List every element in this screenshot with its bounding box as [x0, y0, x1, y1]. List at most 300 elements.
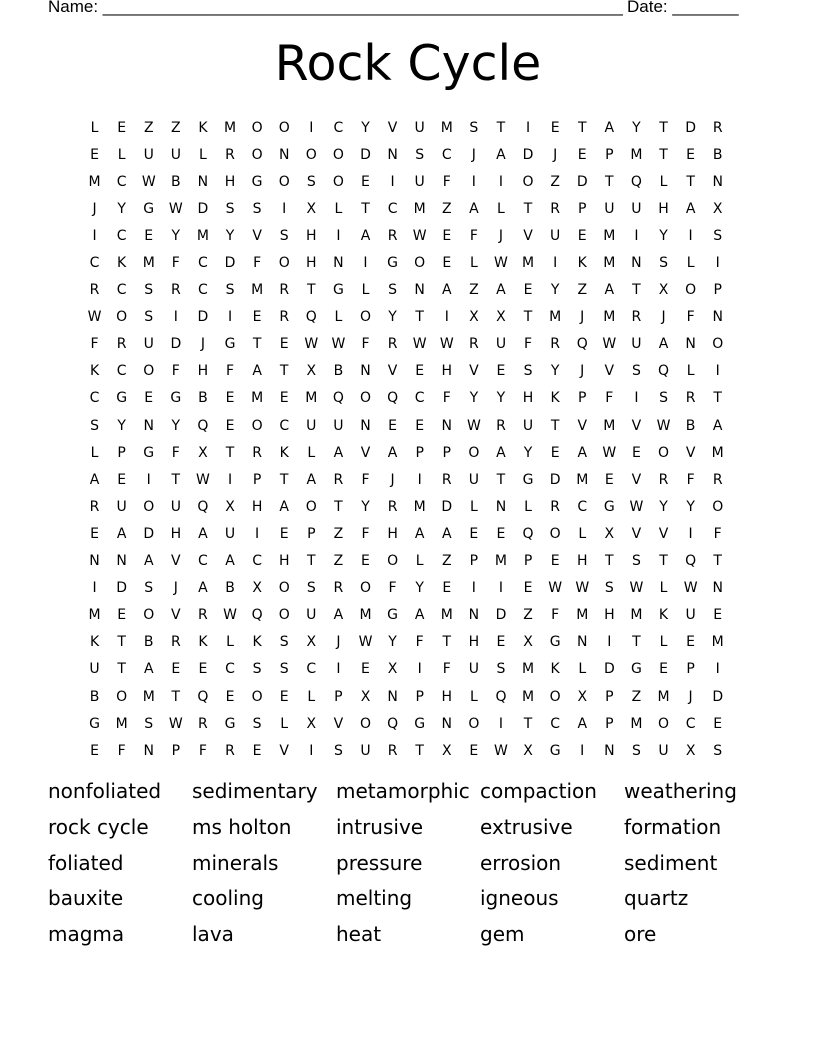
grid-letter: Y [117, 417, 126, 434]
grid-letter: S [306, 173, 316, 190]
grid-letter: O [305, 498, 317, 515]
grid-letter: E [469, 525, 479, 542]
grid-letter: F [686, 309, 695, 326]
grid-letter: X [712, 200, 723, 217]
grid-letter: I [336, 661, 341, 678]
grid-letter: T [442, 634, 452, 651]
grid-letter: I [444, 309, 449, 326]
grid-letter: S [631, 553, 641, 570]
grid-letter: S [252, 715, 262, 732]
grid-letter: U [333, 417, 344, 434]
grid-letter: T [361, 200, 370, 217]
grid-row [81, 195, 731, 222]
grid-letter: D [576, 173, 588, 190]
grid-letter: X [523, 634, 533, 651]
grid-letter: S [713, 742, 723, 759]
grid-letter: Z [333, 553, 344, 570]
grid-letter: O [332, 173, 344, 190]
grid-letter: S [631, 742, 641, 759]
grid-letter: W [168, 715, 183, 732]
grid-letter: I [525, 119, 531, 136]
grid-letter: U [604, 200, 615, 217]
grid-letter: T [632, 634, 641, 651]
grid-letter: C [441, 146, 452, 163]
grid-letter: N [712, 580, 723, 597]
grid-letter: T [496, 471, 506, 488]
grid-letter: P [252, 471, 262, 488]
grid-letter: D [712, 688, 724, 705]
grid-letter: L [415, 553, 424, 570]
grid-letter: I [309, 742, 314, 759]
grid-letter: E [496, 634, 506, 651]
grid-letter: C [550, 715, 561, 732]
grid-letter: V [631, 471, 642, 488]
grid-letter: I [471, 580, 476, 597]
grid-letter: W [466, 417, 481, 434]
grid-letter: A [414, 525, 425, 542]
grid-letter: U [306, 417, 317, 434]
grid-letter: G [387, 607, 398, 624]
grid-letter: F [442, 390, 451, 407]
grid-letter: Y [361, 498, 370, 515]
grid-letter: Y [415, 580, 424, 597]
grid-letter: F [171, 363, 180, 380]
word-list-item: intrusive [336, 814, 424, 839]
grid-letter: P [605, 688, 614, 705]
grid-letter: M [711, 444, 724, 461]
word-list-item: sedimentary [192, 779, 318, 803]
grid-letter: V [658, 525, 669, 542]
grid-letter: W [331, 336, 346, 353]
grid-letter: E [144, 227, 154, 244]
grid-letter: H [251, 498, 263, 515]
grid-letter: S [388, 282, 398, 299]
grid-letter: A [685, 200, 696, 217]
grid-letter: X [496, 309, 506, 326]
grid-letter: X [523, 742, 533, 759]
letter-grid [81, 114, 731, 764]
word-list-item: extrusive [480, 814, 573, 839]
grid-letter: B [333, 363, 344, 380]
grid-letter: G [414, 715, 426, 732]
grid-row [81, 114, 731, 141]
grid-letter: I [715, 661, 720, 678]
grid-letter: L [199, 146, 207, 163]
grid-letter: D [441, 498, 453, 515]
grid-letter: L [659, 580, 668, 597]
grid-letter: D [603, 661, 615, 678]
grid-letter: E [225, 688, 235, 705]
grid-letter: E [550, 553, 560, 570]
grid-letter: E [496, 525, 506, 542]
grid-letter: K [658, 607, 669, 624]
grid-letter: R [685, 390, 696, 407]
grid-letter: W [494, 742, 508, 759]
grid-letter: O [116, 309, 128, 326]
grid-letter: T [632, 282, 641, 299]
grid-letter: O [414, 255, 426, 272]
grid-letter: W [602, 444, 617, 461]
grid-letter: U [414, 119, 425, 136]
word-list-item: metamorphic [336, 779, 470, 803]
grid-letter: O [143, 363, 155, 380]
grid-letter: S [713, 227, 723, 244]
grid-letter: R [333, 580, 344, 597]
grid-letter: Z [577, 282, 588, 299]
grid-letter: T [117, 661, 126, 678]
grid-letter: O [251, 417, 263, 434]
grid-letter: R [225, 146, 235, 163]
grid-letter: C [225, 661, 235, 678]
grid-letter: Q [630, 173, 642, 190]
grid-letter: W [168, 200, 183, 217]
grid-letter: F [253, 255, 262, 272]
grid-letter: A [143, 661, 154, 678]
grid-letter: B [171, 173, 181, 190]
grid-letter: S [279, 634, 289, 651]
grid-letter: L [686, 255, 695, 272]
grid-row [81, 141, 731, 168]
grid-letter: V [523, 227, 533, 244]
grid-row [81, 548, 731, 575]
grid-letter: J [498, 227, 504, 244]
grid-letter: I [173, 309, 178, 326]
grid-letter: H [224, 173, 236, 190]
grid-letter: U [143, 146, 154, 163]
grid-letter: G [116, 390, 128, 407]
grid-letter: V [685, 444, 696, 461]
grid-letter: M [603, 417, 616, 434]
grid-letter: E [117, 471, 127, 488]
grid-letter: S [252, 200, 262, 217]
grid-letter: A [116, 525, 127, 542]
grid-letter: V [387, 119, 398, 136]
grid-letter: X [387, 661, 398, 678]
grid-letter: U [631, 200, 642, 217]
grid-letter: Y [659, 498, 668, 515]
grid-letter: Z [143, 119, 154, 136]
grid-letter: L [578, 525, 587, 542]
grid-letter: P [469, 553, 479, 570]
grid-letter: I [498, 173, 504, 190]
grid-row [81, 602, 731, 629]
grid-letter: M [413, 200, 426, 217]
grid-letter: Q [495, 688, 507, 705]
grid-letter: O [387, 553, 399, 570]
grid-letter: T [496, 119, 506, 136]
grid-letter: B [143, 634, 154, 651]
grid-letter: A [252, 363, 262, 380]
grid-letter: A [712, 417, 723, 434]
grid-letter: Z [333, 525, 344, 542]
grid-letter: A [333, 444, 344, 461]
grid-letter: Z [441, 200, 452, 217]
grid-letter: Y [171, 227, 181, 244]
grid-letter: E [415, 417, 425, 434]
grid-letter: Q [197, 498, 209, 515]
grid-letter: E [90, 525, 99, 542]
grid-letter: L [117, 146, 126, 163]
grid-letter: E [225, 417, 235, 434]
grid-letter: S [631, 363, 641, 380]
grid-letter: K [577, 255, 587, 272]
grid-row [81, 439, 731, 466]
grid-letter: U [631, 336, 642, 353]
grid-letter: S [279, 661, 289, 678]
grid-row [81, 520, 731, 547]
grid-letter: T [550, 417, 560, 434]
grid-letter: E [713, 715, 723, 732]
grid-letter: X [306, 634, 317, 651]
grid-letter: I [715, 255, 720, 272]
grid-letter: C [198, 255, 208, 272]
grid-letter: R [279, 309, 290, 326]
grid-letter: O [251, 146, 263, 163]
grid-letter: G [387, 255, 398, 272]
grid-letter: L [307, 444, 316, 461]
grid-letter: A [496, 444, 506, 461]
grid-letter: S [90, 417, 99, 434]
grid-letter: R [116, 336, 127, 353]
grid-row [81, 656, 731, 683]
grid-letter: P [307, 525, 316, 542]
grid-letter: C [198, 282, 208, 299]
grid-letter: W [358, 634, 373, 651]
grid-letter: E [415, 363, 425, 380]
grid-letter: Z [171, 119, 181, 136]
grid-letter: P [605, 146, 614, 163]
grid-letter: N [143, 417, 154, 434]
grid-letter: E [523, 282, 533, 299]
grid-letter: W [304, 336, 319, 353]
grid-letter: C [116, 282, 127, 299]
grid-letter: T [523, 200, 533, 217]
grid-letter: I [417, 471, 422, 488]
grid-letter: E [604, 471, 614, 488]
grid-letter: W [629, 580, 644, 597]
grid-letter: B [225, 580, 235, 597]
grid-letter: E [90, 146, 99, 163]
grid-letter: P [415, 444, 424, 461]
grid-letter: S [144, 580, 154, 597]
grid-letter: O [685, 282, 697, 299]
grid-letter: I [715, 363, 720, 380]
grid-letter: R [387, 227, 398, 244]
grid-letter: M [413, 498, 426, 515]
grid-row [81, 331, 731, 358]
grid-letter: Y [686, 498, 695, 515]
grid-letter: U [170, 146, 181, 163]
grid-letter: T [523, 715, 533, 732]
grid-letter: P [578, 390, 587, 407]
grid-letter: F [551, 607, 560, 624]
grid-row [81, 466, 731, 493]
grid-letter: I [607, 634, 612, 651]
grid-letter: P [713, 282, 722, 299]
grid-letter: F [605, 390, 614, 407]
grid-letter: X [685, 742, 696, 759]
grid-letter: P [523, 553, 533, 570]
grid-letter: H [306, 227, 317, 244]
grid-letter: O [143, 498, 155, 515]
grid-letter: R [712, 119, 723, 136]
grid-letter: I [688, 525, 693, 542]
grid-letter: I [92, 227, 97, 244]
grid-letter: C [116, 363, 127, 380]
grid-letter: T [415, 309, 424, 326]
grid-letter: B [198, 390, 208, 407]
grid-letter: O [468, 715, 480, 732]
word-list-item: sediment [624, 850, 718, 875]
grid-letter: V [469, 363, 479, 380]
grid-letter: M [549, 309, 562, 326]
grid-letter: M [711, 634, 724, 651]
grid-letter: W [494, 255, 508, 272]
grid-letter: R [252, 444, 262, 461]
grid-letter: N [414, 282, 425, 299]
grid-letter: V [631, 525, 642, 542]
grid-letter: E [171, 661, 181, 678]
grid-letter: V [604, 363, 615, 380]
grid-letter: N [278, 146, 290, 163]
grid-letter: L [90, 444, 99, 461]
word-list-item: pressure [336, 850, 423, 875]
grid-letter: S [144, 715, 154, 732]
word-list-item: rock cycle [48, 814, 149, 839]
grid-letter: R [170, 282, 181, 299]
grid-letter: D [170, 336, 182, 353]
grid-letter: K [550, 390, 560, 407]
grid-letter: G [224, 715, 236, 732]
grid-letter: H [658, 200, 669, 217]
grid-letter: L [578, 661, 587, 678]
grid-letter: T [171, 471, 181, 488]
grid-letter: B [685, 417, 696, 434]
grid-letter: L [334, 200, 343, 217]
grid-letter: V [171, 607, 181, 624]
grid-letter: A [360, 227, 371, 244]
grid-letter: L [659, 634, 668, 651]
grid-letter: W [575, 580, 590, 597]
grid-letter: L [361, 282, 370, 299]
grid-letter: G [549, 634, 561, 651]
grid-letter: A [658, 336, 669, 353]
grid-letter: T [252, 336, 262, 353]
grid-letter: J [173, 580, 178, 597]
grid-letter: D [197, 309, 209, 326]
grid-letter: T [225, 444, 235, 461]
grid-letter: N [468, 607, 480, 624]
grid-letter: A [198, 580, 208, 597]
grid-letter: O [712, 498, 724, 515]
grid-letter: O [278, 580, 290, 597]
grid-letter: N [360, 363, 371, 380]
grid-letter: O [251, 688, 263, 705]
grid-letter: L [524, 498, 532, 515]
grid-letter: M [440, 607, 453, 624]
grid-letter: E [279, 336, 289, 353]
grid-letter: L [686, 363, 695, 380]
grid-letter: G [170, 390, 182, 407]
grid-letter: A [496, 282, 506, 299]
grid-row [81, 168, 731, 195]
grid-letter: Q [387, 715, 399, 732]
word-list-item: gem [480, 922, 525, 947]
grid-letter: R [387, 336, 398, 353]
grid-row [81, 249, 731, 276]
grid-letter: M [576, 471, 589, 488]
grid-letter: H [576, 553, 588, 570]
grid-letter: T [117, 634, 126, 651]
grid-letter: O [359, 580, 371, 597]
grid-row [81, 629, 731, 656]
grid-letter: Z [523, 607, 533, 624]
grid-letter: Q [197, 417, 209, 434]
grid-letter: A [496, 146, 506, 163]
grid-letter: I [580, 742, 585, 759]
grid-letter: S [659, 390, 668, 407]
grid-letter: S [279, 227, 289, 244]
grid-letter: R [550, 498, 560, 515]
grid-letter: U [468, 661, 479, 678]
grid-letter: E [550, 444, 560, 461]
grid-letter: R [170, 634, 181, 651]
grid-letter: T [523, 309, 533, 326]
word-list-item: lava [192, 922, 234, 947]
grid-letter: Z [550, 173, 560, 190]
grid-letter: C [577, 498, 588, 515]
grid-letter: M [522, 255, 535, 272]
grid-letter: R [441, 471, 452, 488]
grid-letter: D [116, 580, 128, 597]
grid-letter: X [360, 688, 371, 705]
grid-letter: M [359, 607, 372, 624]
grid-letter: V [360, 444, 371, 461]
page-title: Rock Cycle [274, 35, 542, 92]
grid-letter: E [225, 390, 235, 407]
grid-letter: N [387, 688, 398, 705]
grid-letter: V [387, 363, 398, 380]
grid-letter: A [143, 553, 154, 570]
grid-letter: S [225, 282, 235, 299]
grid-letter: A [577, 715, 588, 732]
grid-letter: G [630, 661, 642, 678]
grid-letter: M [603, 227, 616, 244]
grid-letter: H [278, 553, 290, 570]
grid-letter: X [198, 444, 208, 461]
grid-letter: H [387, 525, 398, 542]
grid-letter: N [685, 336, 696, 353]
grid-letter: U [224, 525, 236, 542]
grid-letter: C [333, 119, 344, 136]
grid-letter: A [279, 498, 289, 515]
grid-letter: R [387, 498, 398, 515]
grid-letter: A [469, 200, 479, 217]
grid-letter: Y [523, 444, 533, 461]
grid-letter: Y [171, 417, 181, 434]
grid-letter: R [333, 471, 344, 488]
grid-letter: D [522, 146, 534, 163]
grid-letter: M [251, 390, 264, 407]
grid-letter: E [686, 146, 696, 163]
word-list-item: bauxite [48, 886, 124, 911]
grid-letter: O [332, 146, 344, 163]
word-list-item: ms holton [192, 814, 292, 839]
grid-letter: O [468, 444, 480, 461]
grid-letter: S [415, 146, 425, 163]
grid-letter: M [223, 119, 237, 136]
grid-letter: G [143, 200, 155, 217]
